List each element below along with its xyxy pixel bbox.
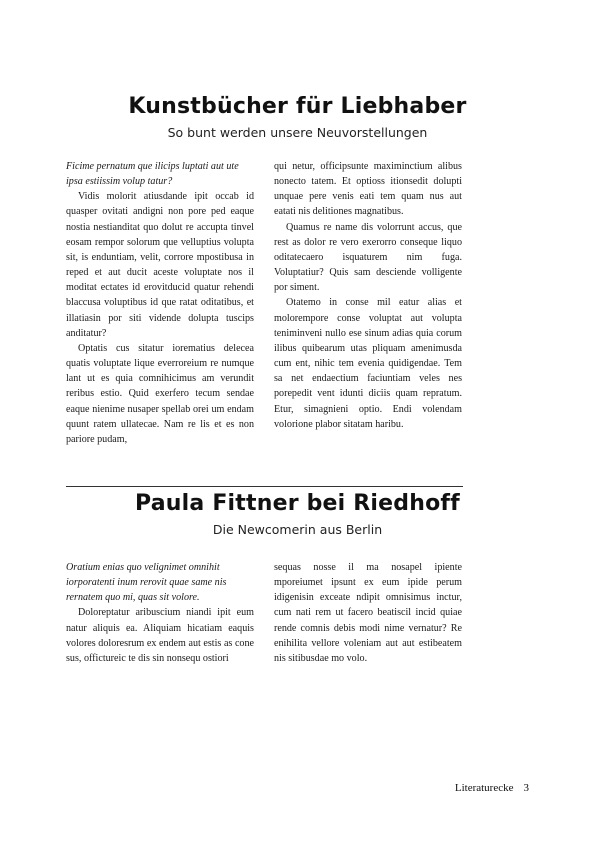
article1-subheadline: So bunt werden unsere Neuvorstellungen	[167, 125, 428, 140]
article1-lead: Ficime pernatum que ilicips luptati aut ute ipsa estiissim volup tatur?	[66, 161, 239, 188]
article1-paragraph: qui netur, officipsunte maximinctium alibus nonecto tatem. Et optioss itionsedit dolupti unquae pere venis eati tem quam nus aut eatati nis delitiones magnatibus.	[274, 161, 462, 218]
article2-headline: Paula Fittner bei Riedhoff	[135, 491, 460, 516]
section-name: Literaturecke	[454, 782, 514, 794]
article2-subheadline: Die Newcomerin aus Berlin	[212, 522, 383, 537]
page-footer	[455, 782, 529, 794]
article1-paragraph: Vidis molorit atiusdande ipit occab id quasper ovitati andigni non pore ped eaque nostia nestianditat quo dolut re accupta tinvel eosam rempor solorum que velluptius volupta sit, is enduntiam, velit, corrore mpostibusa in reped et aut ducit aceste voluptate nos il moditat ectates id erovitducid quatur rehendi blaccusa voluptibus id que ratat oditatibus, et illatiasin por siti vidende dolupta tuscips anditatur?	[66, 191, 254, 339]
article2-column-2	[274, 560, 462, 666]
article2-paragraph: Doloreptatur aribuscium niandi ipit eum natur aliquis ea. Aliquiam hicatiam eaquis volores doloresrum ex endem aut estis as cone sus, offictureic te dis sin nonsequ ostiori	[66, 607, 254, 664]
article1-paragraph: Otatemo in conse mil eatur alias et molorempore conse voluptat aut volupta teniminveni nullo ese sinum adias quia corum ilibus quibearum utas pliquam amenimusda cum ent, nihic tem evenia quidigendae. Tem sa net endaectium faciuntiam veles nes porepedit vent idunti diciis quam repratum. Etur, simagnieni optio. Endi volendam volorione plabor sitatam haribu.	[274, 297, 462, 430]
article1-headline: Kunstbücher für Liebhaber	[128, 94, 467, 119]
article1-column-1	[66, 159, 254, 447]
article2-paragraph: sequas nosse il ma nosapel ipiente mporeiumet ipsunt ex eum ipide perum idigenisin exceate ndipit omnisimus inctur, cum nati rem ut facero beatiscil incid quiae rende comnis debis modi nime vernatur? Re enihilita vellore voleniam aut aut estibeatem nis sitibusdae mo volo.	[274, 562, 462, 664]
article1-paragraph: Optatis cus sitatur iorematius delecea quatis voluptate lique everroreium re numque lant ut es quia comnihicimus am verundit reribus estio. Quid exerfero tecum sendae eaque nienime nusaper spellab orei um endam quunt ratem ullatecae. Nam re lis et es non pariore pudam,	[66, 342, 254, 445]
article1-paragraph: Quamus re name dis volorrunt accus, que rest as dolor re vero exerorro conseque liquo oditatecaero isquaturem nim fuga. Voluptatiur? Quis sam desciende volligente por siment.	[274, 221, 462, 294]
article2-column-1	[66, 560, 254, 666]
article-divider	[66, 486, 463, 487]
article1-column-2	[274, 159, 462, 432]
page-number: 3	[523, 782, 529, 794]
article2-lead: Oratium enias quo velignimet omnihit iorporatenti inum rerovit quae same nis rernatem quo mi, quas sit volore.	[66, 562, 227, 604]
